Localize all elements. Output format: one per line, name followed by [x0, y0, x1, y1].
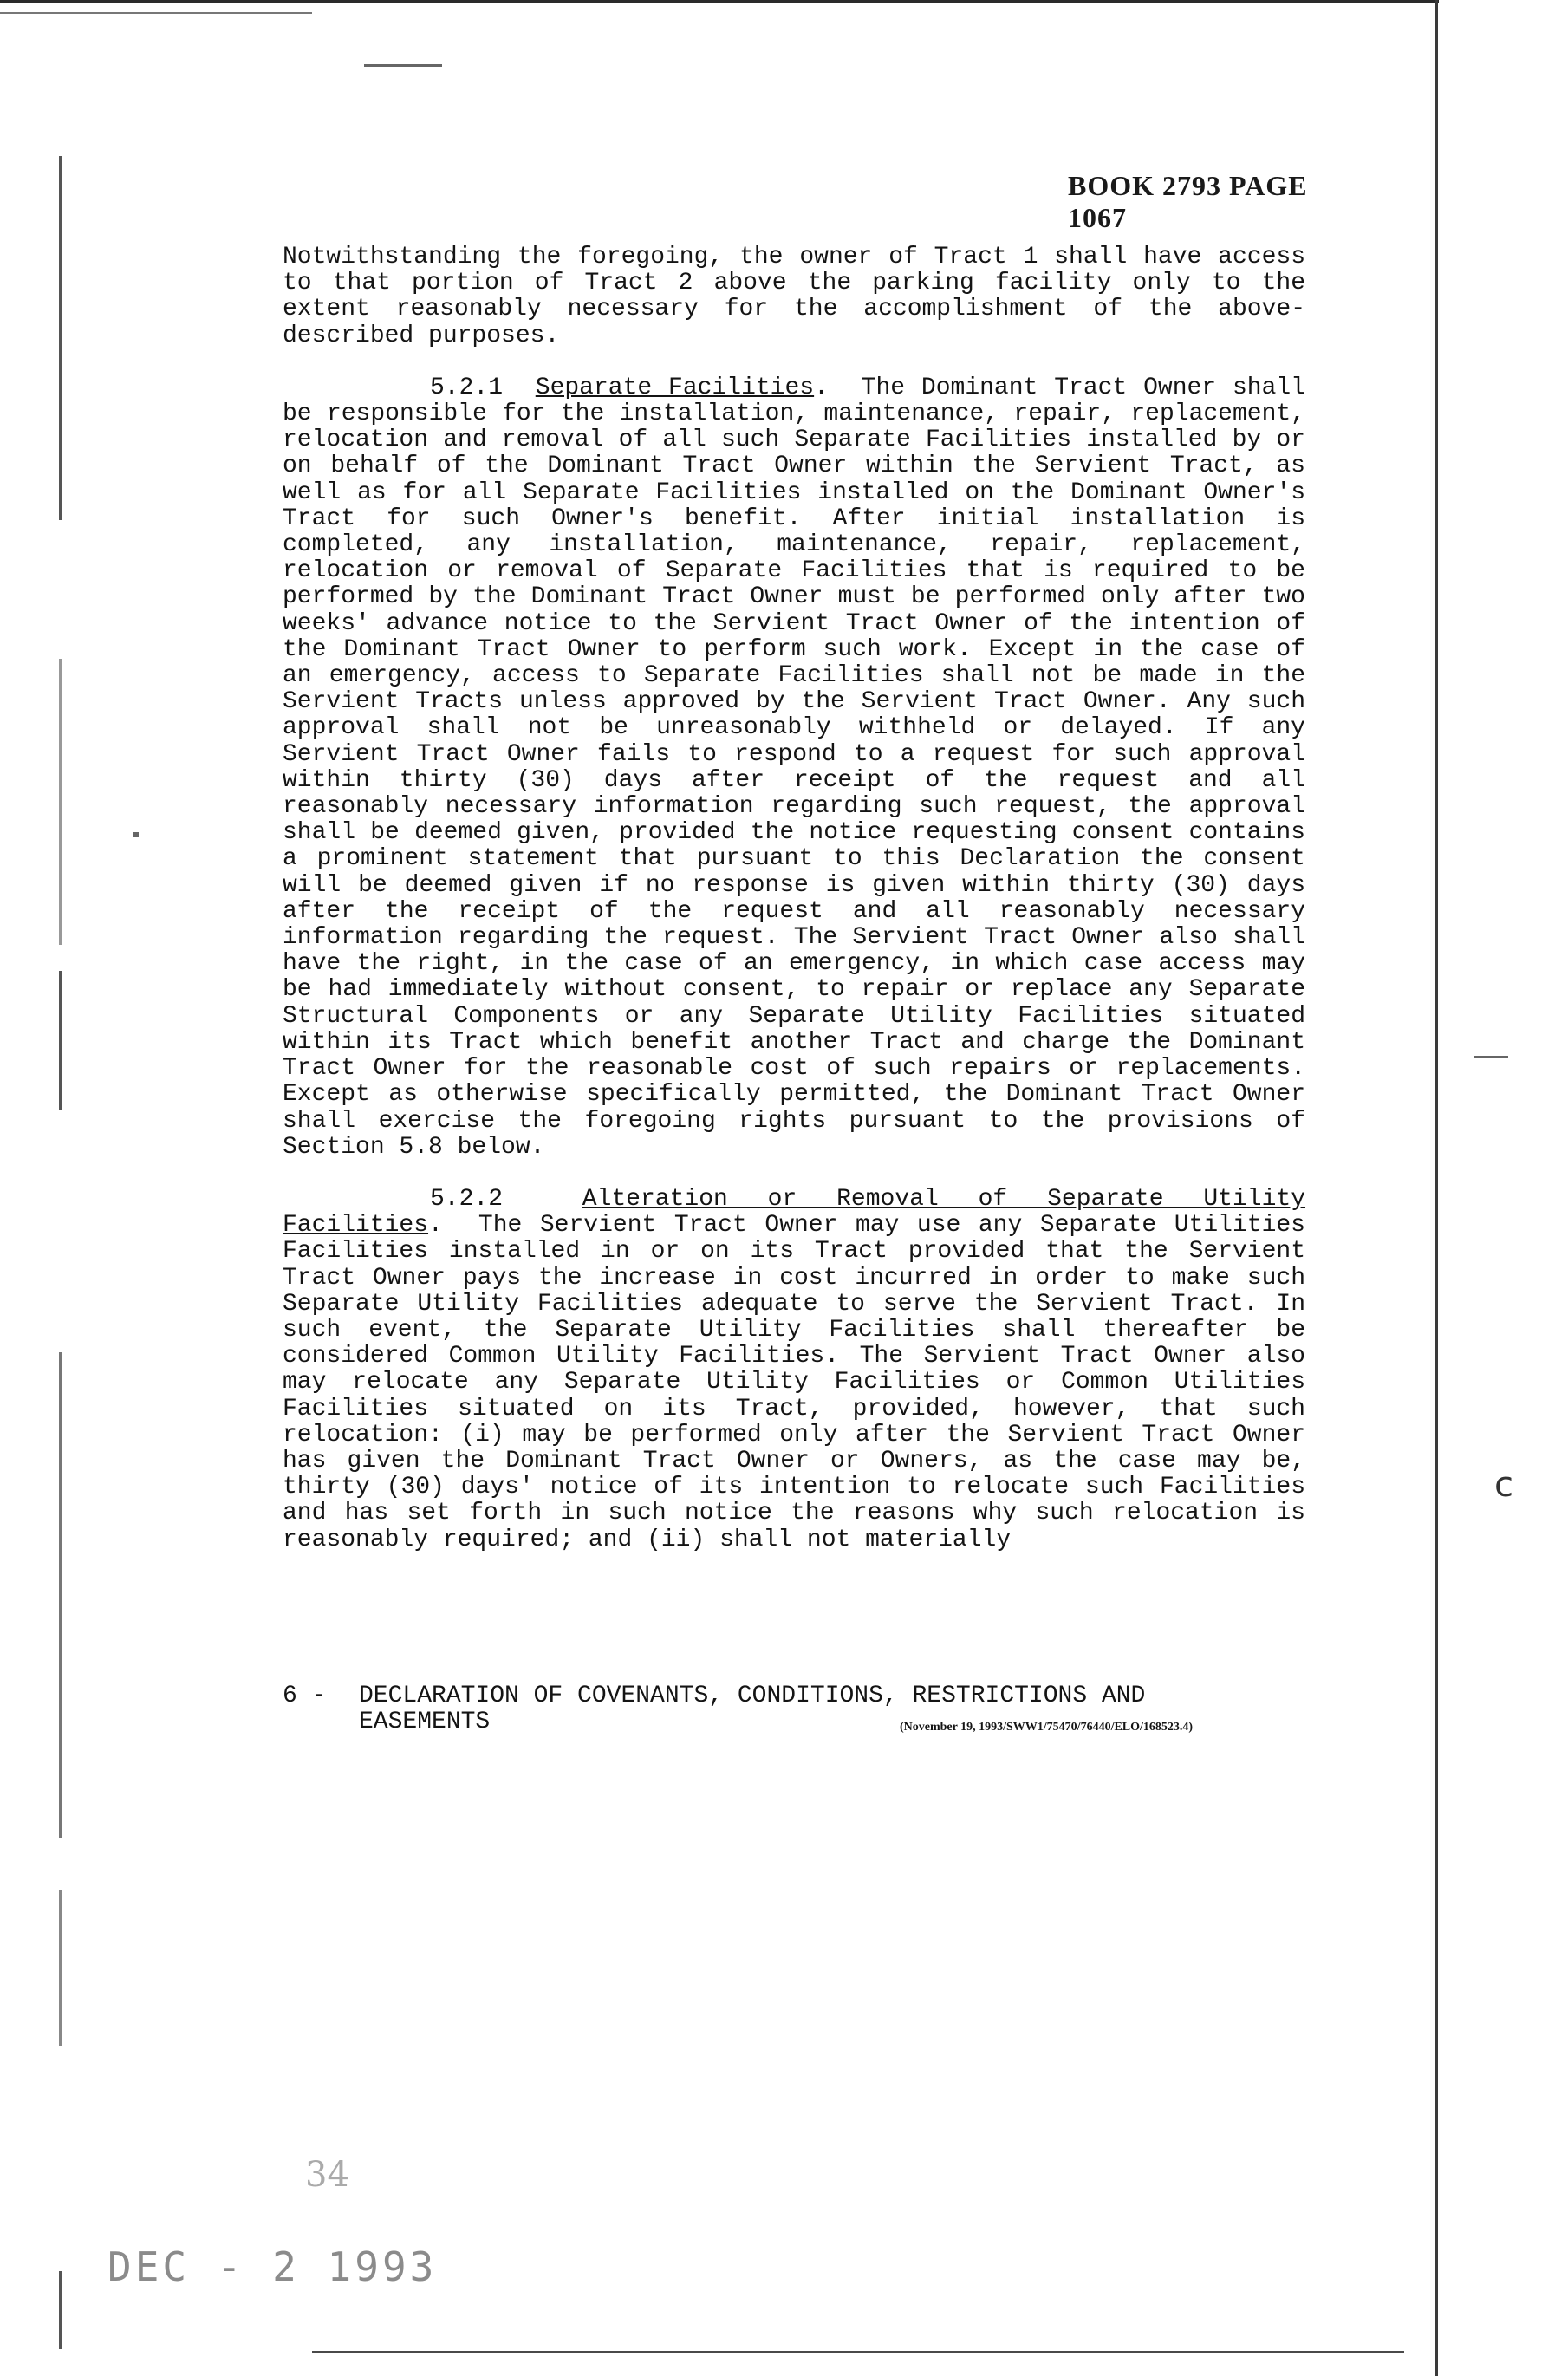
margin-mark: c [1494, 1465, 1513, 1505]
faint-handwritten-mark: 34 [305, 2155, 349, 2195]
footer-title-line2: EASEMENTS [359, 1709, 491, 1735]
scan-left-mark [59, 1352, 62, 1838]
footer-title: DECLARATION OF COVENANTS, CONDITIONS, RESTRICTIONS AND [359, 1683, 1146, 1709]
section-heading-alteration-removal: Alteration or Removal of Separate Utility Facilities [283, 1185, 1306, 1240]
section-number: 5.2.1 [430, 374, 504, 401]
date-stamp: DEC - 2 1993 [107, 2243, 438, 2290]
scan-top-rule-secondary [0, 12, 312, 14]
scan-left-mark [59, 971, 62, 1110]
scan-speck [133, 832, 139, 837]
scan-bottom-rule [312, 2351, 1404, 2353]
document-body [283, 244, 1305, 1553]
scan-speck [1474, 1056, 1508, 1058]
paragraph-5-2-2: 5.2.2 Alteration or Removal of Separate Utility Facilities. The Servient Tract Owner may use any Separate Utilities Facilities installed in or on its Tract provided that the Servient Tract Owner pays the increase in cost incurred in order to make such Separate Utility Facilities adequate to serve the Servient Tract. In such event, the Separate Utility Facilities shall thereafter be considered Common Utility Facilities. The Servient Tract Owner also may relocate any Separate Utility Facilities or Common Utilities Facilities situated on its Tract, provided, however, that such relocation: (i) may be performed only after the Servient Tract Owner has given the Dominant Tract Owner or Owners, as the case may be, thirty (30) days' notice of its intention to relocate such Facilities and has set forth in such notice the reasons why such relocation is reasonably required; and (ii) shall not materially [283, 1185, 1306, 1553]
section-number: 5.2.2 [430, 1185, 504, 1213]
footer-page-number: 6 - [283, 1683, 327, 1709]
scan-left-mark [59, 1890, 62, 2046]
scan-top-rule [0, 0, 1439, 3]
paragraph-text: The Dominant Tract Owner shall be responsible for the installation, maintenance, repair, replacement, relocation and removal of all such Separate Facilities installed by or on behalf of the Dominant Tract Owner within the Servient Tract, as well as for all Separate Facilities installed on the Dominant Owner's Tract for such Owner's benefit. After initial installation is completed, any installation, maintenance, repair, replacement, relocation or removal of Separate Facilities that is required to be performed by the Dominant Tract Owner must be performed only after two weeks' advance notice to the Servient Tract Owner of the intention of the Dominant Tract Owner to perform such work. Except in the case of an emergency, access to Separate Facilities shall not be made in the Servient Tracts unless approved by the Servient Tract Owner. Any such approval shall not be unreasonably withheld or delayed. If any Servient Tract Owner fails to respond to a request for such approval within thirty (30) days after receipt of the request and all reasonably necessary information regarding such request, the approval shall be deemed given, provided the notice requesting consent contains a prominent statement that pursuant to this Declaration the consent will be deemed given if no response is given within thirty (30) days after the receipt of the request and all reasonably necessary information regarding the request. The Servient Tract Owner also shall have the right, in the case of an emergency, in which case access may be had immediately without consent, to repair or replace any Separate Structural Components or any Separate Utility Facilities situated within its Tract which benefit another Tract and charge the Dominant Tract Owner for the reasonable cost of such repairs or replacements. Except as otherwise specifically permitted, the Dominant Tract Owner shall exercise the foregoing rights pursuant to the provisions of Section 5.8 below. [283, 374, 1305, 1161]
footer-document-reference: (November 19, 1993/SWW1/75470/76440/ELO/168523.4) [900, 1721, 1194, 1734]
book-page-reference: BOOK 2793 PAGE 1067 [1068, 170, 1308, 233]
scan-speck [364, 64, 442, 67]
scan-left-mark [59, 156, 62, 520]
scan-left-mark [59, 659, 62, 945]
scan-left-mark [59, 2271, 62, 2349]
paragraph-text: The Servient Tract Owner may use any Separate Utilities Facilities installed in or on its Tract provided that the Servient Tract Owner pays the increase in cost incurred in order to make such Separate Utility Facilities adequate to serve the Servient Tract. In such event, the Separate Utility Facilities shall thereafter be considered Common Utility Facilities. The Servient Tract Owner also may relocate any Separate Utility Facilities or Common Utilities Facilities situated on its Tract, provided, however, that such relocation: (i) may be performed only after the Servient Tract Owner has given the Dominant Tract Owner or Owners, as the case may be, thirty (30) days' notice of its intention to relocate such Facilities and has set forth in such notice the reasons why such relocation is reasonably required; and (ii) shall not materially [283, 1212, 1305, 1553]
paragraph-intro: Notwithstanding the foregoing, the owner of Tract 1 shall have access to that portion of Tract 2 above the parking facility only to the extent reasonably necessary for the accomplishment of the above-described purposes. [283, 244, 1305, 349]
scan-right-edge [1435, 0, 1438, 2376]
paragraph-5-2-1: 5.2.1 Separate Facilities. The Dominant Tract Owner shall be responsible for the installation, maintenance, repair, replacement, relocation and removal of all such Separate Facilities installed by or on behalf of the Dominant Tract Owner within the Servient Tract, as well as for all Separate Facilities installed on the Dominant Owner's Tract for such Owner's benefit. After initial installation is completed, any installation, maintenance, repair, replacement, relocation or removal of Separate Facilities that is required to be performed by the Dominant Tract Owner must be performed only after two weeks' advance notice to the Servient Tract Owner of the intention of the Dominant Tract Owner to perform such work. Except in the case of an emergency, access to Separate Facilities shall not be made in the Servient Tracts unless approved by the Servient Tract Owner. Any such approval shall not be unreasonably withheld or delayed. If any Servient Tract Owner fails to respond to a request for such approval within thirty (30) days after receipt of the request and all reasonably necessary information regarding such request, the approval shall be deemed given, provided the notice requesting consent contains a prominent statement that pursuant to this Declaration the consent will be deemed given if no response is given within thirty (30) days after the receipt of the request and all reasonably necessary information regarding the request. The Servient Tract Owner also shall have the right, in the case of an emergency, in which case access may be had immediately without consent, to repair or replace any Separate Structural Components or any Separate Utility Facilities situated within its Tract which benefit another Tract and charge the Dominant Tract Owner for the reasonable cost of such repairs or replacements. Except as otherwise specifically permitted, the Dominant Tract Owner shall exercise the foregoing rights pursuant to the provisions of Section 5.8 below. [283, 374, 1305, 1161]
section-heading-separate-facilities: Separate Facilities [535, 374, 815, 401]
